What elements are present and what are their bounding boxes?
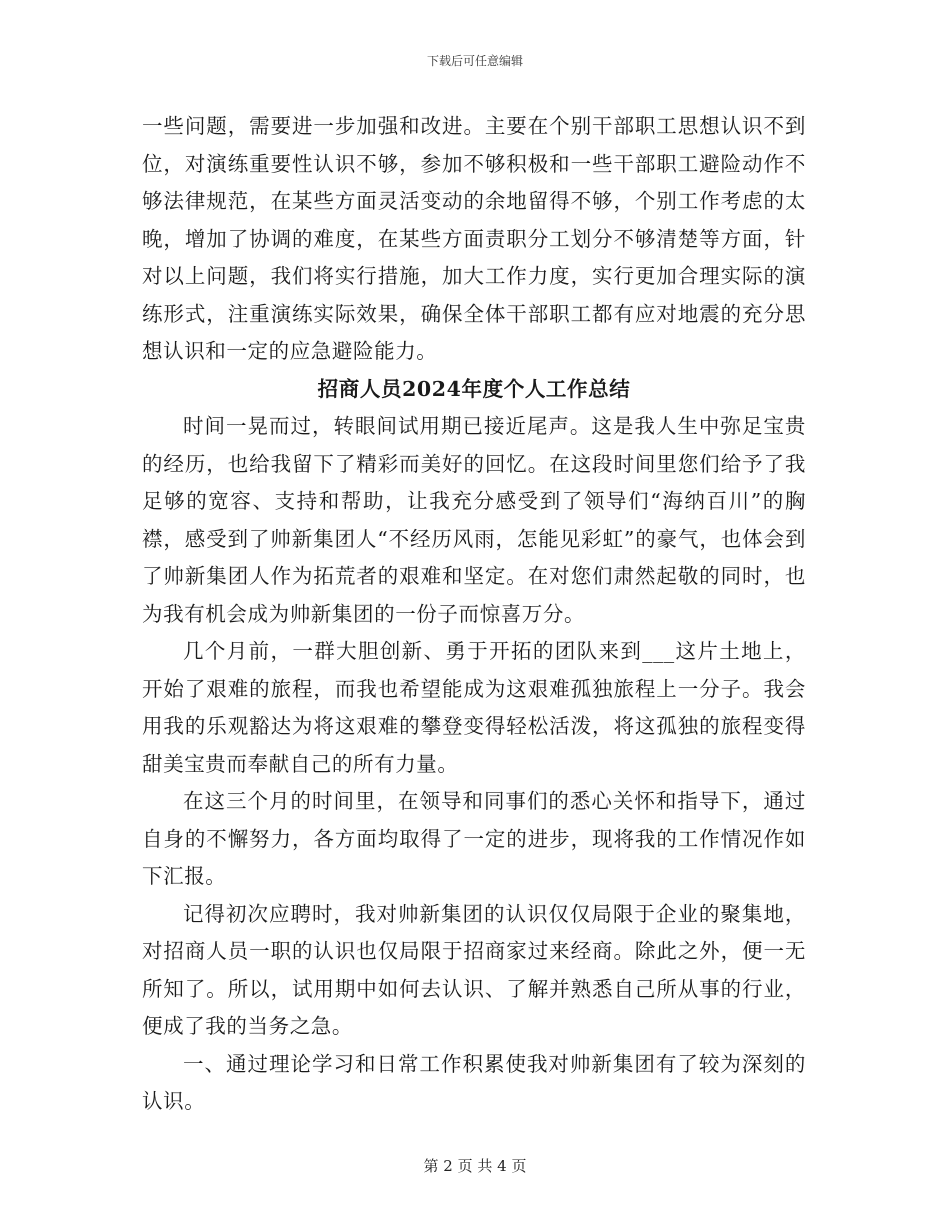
- document-body: [142, 108, 806, 1121]
- page-header: 下载后可任意编辑: [426, 54, 523, 68]
- paragraph: 几个月前，一群大胆创新、勇于开拓的团队来到___这片土地上，开始了艰难的旅程，而我也希望能成为这艰难孤独旅程上一分子。我会用我的乐观豁达为将这艰难的攀登变得轻松活泼，将这孤独的旅程变得甜美宝贵而奉献自己的所有力量。: [142, 639, 806, 776]
- paragraph: 在这三个月的时间里，在领导和同事们的悉心关怀和指导下，通过自身的不懈努力，各方面均取得了一定的进步，现将我的工作情况作如下汇报。: [142, 789, 806, 888]
- paragraph: 一、通过理论学习和日常工作积累使我对帅新集团有了较为深刻的认识。: [142, 1051, 806, 1113]
- paragraph: 记得初次应聘时，我对帅新集团的认识仅仅局限于企业的聚集地，对招商人员一职的认识也仅局限于招商家过来经商。除此之外，便一无所知了。所以，试用期中如何去认识、了解并熟悉自己所从事的行业，便成了我的当务之急。: [142, 901, 806, 1038]
- section-title: 招商人员2024年度个人工作总结: [317, 376, 631, 401]
- paragraph: 时间一晃而过，转眼间试用期已接近尾声。这是我人生中弥足宝贵的经历，也给我留下了精彩而美好的回忆。在这段时间里您们给予了我足够的宽容、支持和帮助，让我充分感受到了领导们“海纳百川”的胸襟，感受到了帅新集团人“不经历风雨，怎能见彩虹”的豪气，也体会到了帅新集团人作为拓荒者的艰难和坚定。在对您们肃然起敬的同时，也为我有机会成为帅新集团的一份子而惊喜万分。: [142, 414, 806, 626]
- paragraph-continued: 一些问题，需要进一步加强和改进。主要在个别干部职工思想认识不到位，对演练重要性认识不够，参加不够积极和一些干部职工避险动作不够法律规范，在某些方面灵活变动的余地留得不够，个别工作考虑的太晚，增加了协调的难度，在某些方面责职分工划分不够清楚等方面，针对以上问题，我们将实行措施，加大工作力度，实行更加合理实际的演练形式，注重演练实际效果，确保全体干部职工都有应对地震的充分思想认识和一定的应急避险能力。: [142, 114, 806, 363]
- page-number: 第 2 页 共 4 页: [423, 1157, 527, 1175]
